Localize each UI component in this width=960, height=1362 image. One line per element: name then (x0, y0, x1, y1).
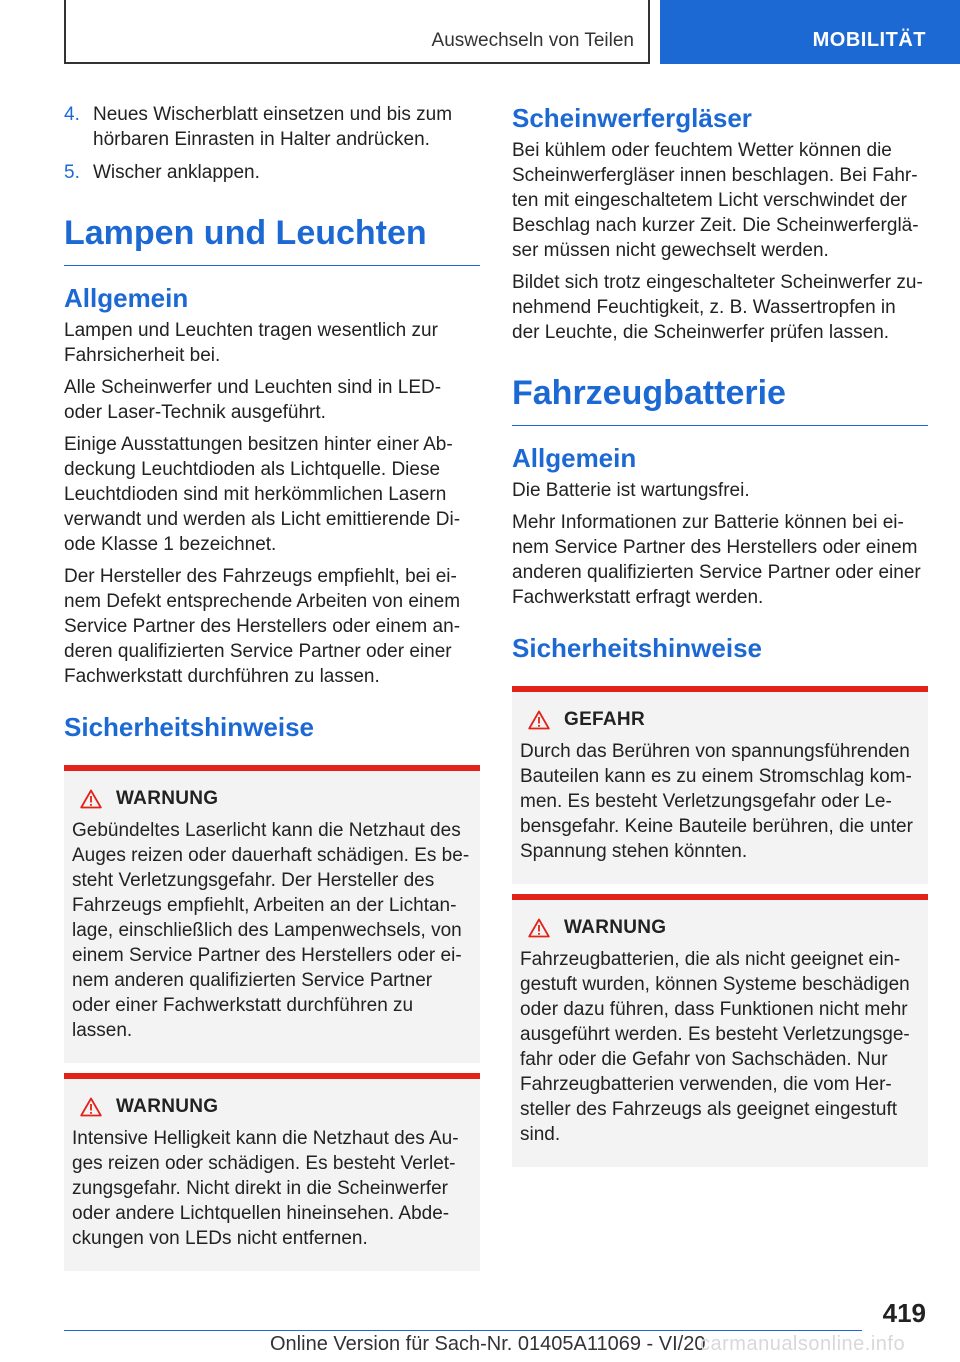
left-column (64, 102, 480, 1281)
paragraph: Mehr Informationen zur Batterie können bei einem Service Partner des Herstellers oder einem anderen qualifizierten Service Partner oder einer Fachwerkstatt erfragt werden. (512, 512, 921, 608)
warning-box (64, 1073, 480, 1271)
header-section-title: Auswechseln von Teilen (431, 30, 634, 51)
section-heading-safety: Sicherheitshinweise (512, 633, 762, 663)
page-number: 419 (882, 1298, 926, 1328)
paragraph: Bildet sich trotz eingeschalteter Scheinwerfer zunehmend Feuchtigkeit, z. B. Wassertropfen in der Leuchte, die Scheinwerfer prüfen lassen. (512, 272, 923, 343)
footer-online-version: Online Version für Sach-Nr. 01405A11069 - VI/20 (270, 1333, 706, 1355)
paragraph: Alle Scheinwerfer und Leuchten sind in LED- oder Laser-Technik ausgeführt. (64, 377, 442, 423)
warning-triangle-icon (528, 918, 550, 938)
warning-box (64, 765, 480, 1063)
danger-box (512, 686, 928, 884)
warning-title (528, 917, 920, 939)
step-number: 5. (64, 162, 80, 183)
chapter-heading-battery: Fahrzeugbatterie (512, 373, 928, 426)
warning-text: Fahrzeugbatterien, die als nicht geeignet eingestuft wurden, können Systeme beschädigen oder dazu führen, dass Funktionen nicht mehr ausgeführt werden. Es besteht Verletzungsgefahr oder die Gefahr von Sachschäden. Nur Fahrzeugbatterien verwenden, die vom Hersteller des Fahrzeugs als geeignet eingestuft sind. (520, 949, 910, 1145)
section-heading-safety: Sicherheitshinweise (64, 712, 314, 742)
warning-box (512, 894, 928, 1167)
warning-text: Durch das Berühren von spannungsführenden Bauteilen kann es zu einem Stromschlag kommen. Es besteht Verletzungsgefahr oder Lebensgefahr. Keine Bauteile berühren, die unter Spannung stehen könnten. (520, 741, 913, 862)
warning-label: WARNUNG (116, 788, 219, 809)
warning-triangle-icon (528, 710, 550, 730)
paragraph: Einige Ausstattungen besitzen hinter einer Abdeckung Leuchtdioden als Lichtquelle. Diese Leuchtdioden sind mit herkömmlichen Lasern verwandt und werden als Licht emittierende Diode Klasse 1 bezeichnet. (64, 434, 461, 555)
header-chapter-tab[interactable]: MOBILITÄT (660, 0, 960, 64)
warning-title (80, 788, 472, 810)
paragraph: Bei kühlem oder feuchtem Wetter können die Scheinwerfergläser innen beschlagen. Bei Fahrten mit eingeschaltetem Licht verschwindet der Beschlag nach kurzer Zeit. Die Scheinwerfergläser müssen nicht gewechselt werden. (512, 140, 919, 261)
section-heading-headlight-glass: Scheinwerfergläser (512, 103, 752, 133)
section-heading-general: Allgemein (512, 443, 637, 473)
step-number: 4. (64, 104, 80, 125)
warning-text: Gebündeltes Laserlicht kann die Netzhaut des Auges reizen oder dauerhaft schädigen. Es besteht Verletzungsgefahr. Der Hersteller des Fahrzeugs empfiehlt, Arbeiten an der Lichtanlage, einschließlich des Lampenwechsels, von einem Service Partner des Herstellers oder einem anderen qualifizierten Service Partner oder einer Fachwerkstatt durchführen zu lassen. (72, 820, 470, 1041)
chapter-heading-lamps: Lampen und Leuchten (64, 213, 480, 266)
step-text: Wischer anklappen. (93, 162, 260, 183)
paragraph: Die Batterie ist wartungsfrei. (512, 480, 750, 501)
warning-label: GEFAHR (564, 709, 645, 730)
warning-label: WARNUNG (564, 917, 667, 938)
step-item (64, 102, 480, 152)
paragraph: Der Hersteller des Fahrzeugs empfiehlt, bei einem Defekt entsprechende Arbeiten von einem Service Partner des Herstellers oder einem anderen qualifizierten Service Partner oder einer Fachwerkstatt durchführen zu lassen. (64, 566, 461, 687)
warning-title (80, 1096, 472, 1118)
step-item (64, 160, 480, 185)
footer-divider (64, 1330, 862, 1331)
warning-triangle-icon (80, 789, 102, 809)
section-heading-general: Allgemein (64, 283, 189, 313)
warning-label: WARNUNG (116, 1096, 219, 1117)
warning-text: Intensive Helligkeit kann die Netzhaut des Auges reizen oder schädigen. Es besteht Verletzungsgefahr. Nicht direkt in die Scheinwerfer oder andere Lichtquellen hineinsehen. Abdeckungen von LEDs nicht entfernen. (72, 1128, 459, 1249)
paragraph: Lampen und Leuchten tragen wesentlich zur Fahrsicherheit bei. (64, 320, 438, 366)
watermark: carmanualsonline.info (700, 1333, 906, 1355)
right-column (512, 102, 928, 1177)
step-text: Neues Wischerblatt einsetzen und bis zum hörbaren Einrasten in Halter andrücken. (93, 104, 453, 150)
warning-title (528, 709, 920, 731)
warning-triangle-icon (80, 1097, 102, 1117)
